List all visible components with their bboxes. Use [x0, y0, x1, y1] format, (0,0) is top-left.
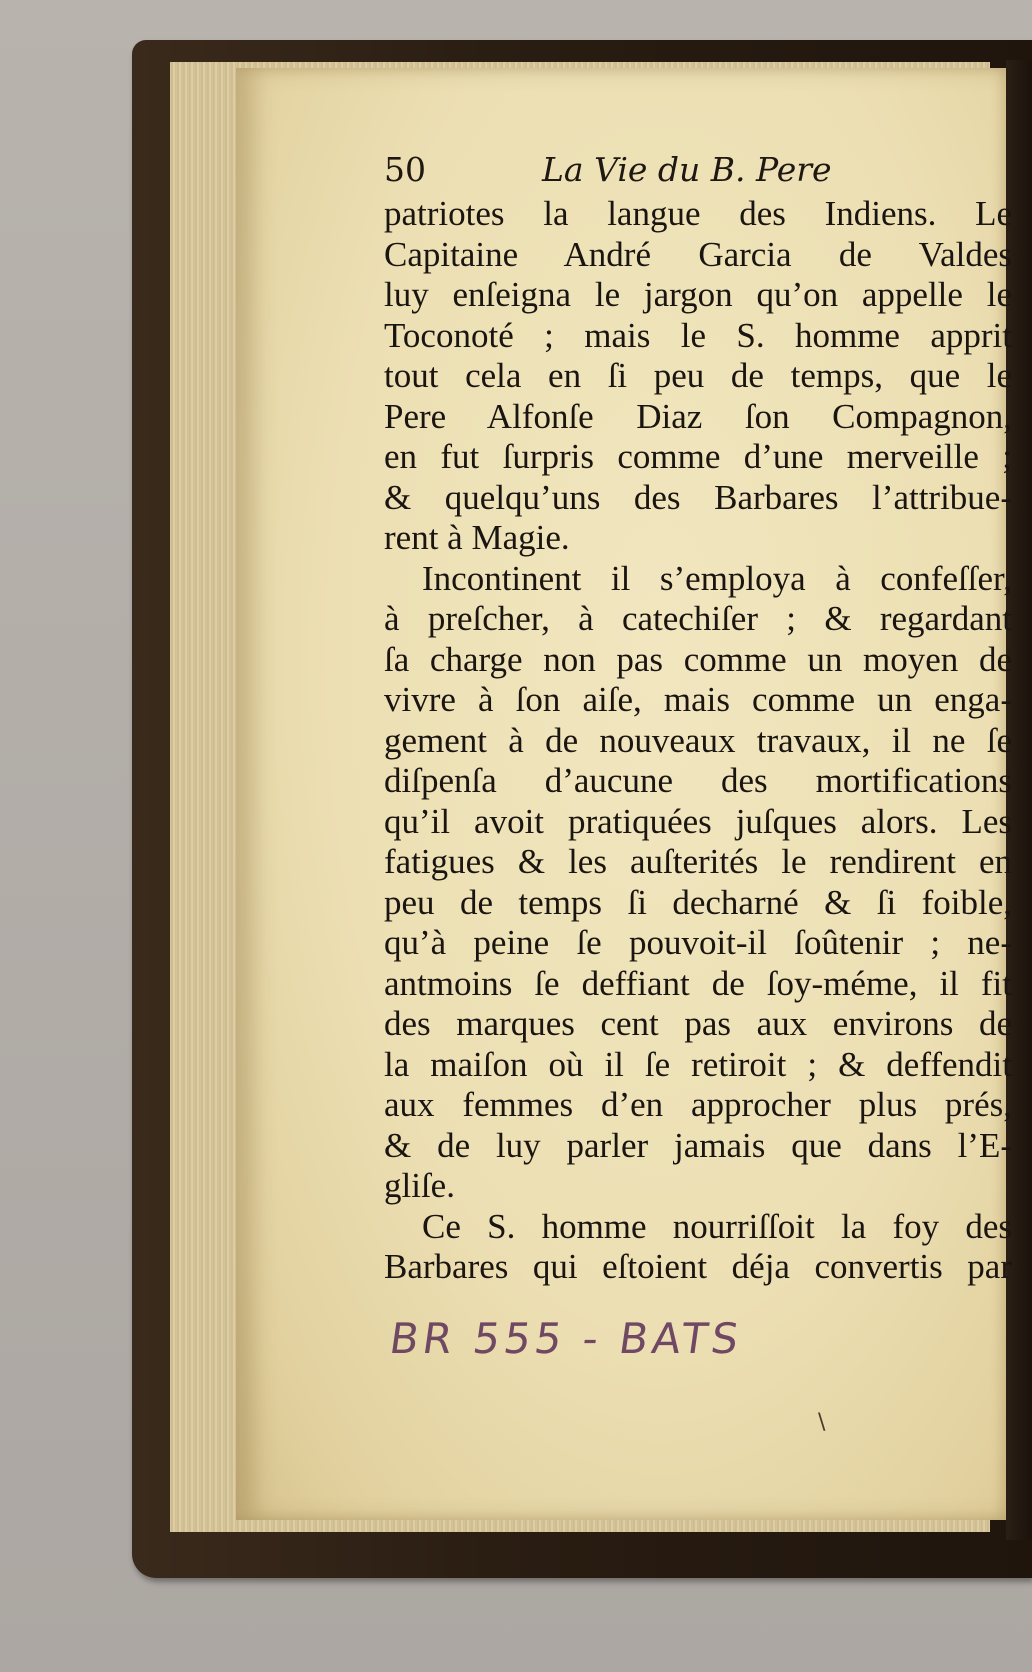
text-line: peu de temps ſi decharné & ſi foible, [384, 882, 1012, 922]
text-line: des marques cent pas aux environs de [384, 1004, 1012, 1043]
text-line: gliſe. [384, 1166, 455, 1205]
pencil-mark: \ [818, 1410, 826, 1435]
text-line: Incontinent il s’employa à confeſſer, [422, 558, 1012, 598]
text-line: diſpenſa d’aucune des mortifications [384, 761, 1012, 800]
text-line: luy enſeigna le jargon qu’on appelle le [384, 275, 1012, 314]
shelfmark-handwritten: BR 555 - BATS [386, 1314, 746, 1363]
text-line: & quelqu’uns des Barbares l’attribue- [384, 477, 1012, 517]
text-line: rent à Magie. [384, 518, 570, 557]
text-line: vivre à ſon aiſe, mais comme un enga- [384, 680, 1012, 719]
text-line: à preſcher, à catechiſer ; & regardant [384, 599, 1012, 638]
text-line: qu’à peine ſe pouvoit-il ſoûtenir ; ne- [384, 923, 1012, 962]
text-line: Capitaine André Garcia de Valdes [384, 234, 1012, 274]
running-head [384, 150, 944, 194]
text-line: qu’il avoit pratiquées juſques alors. Les [384, 801, 1012, 841]
text-line: Barbares qui eſtoient déja convertis par [384, 1247, 1012, 1286]
text-line: ſa charge non pas comme un moyen de [384, 639, 1012, 679]
text-line: Ce S. homme nourriſſoit la foy des [422, 1206, 1012, 1246]
body-text [384, 194, 1012, 1288]
text-line: patriotes la langue des Indiens. Le [384, 194, 1012, 233]
text-line: gement à de nouveaux travaux, il ne ſe [384, 720, 1012, 760]
text-line: aux femmes d’en approcher plus prés, [384, 1085, 1012, 1124]
running-title: La Vie du B. Pere [542, 150, 832, 189]
text-line: & de luy parler jamais que dans l’E- [384, 1125, 1012, 1165]
text-line: antmoins ſe deffiant de ſoy-méme, il fit [384, 963, 1012, 1003]
text-line: Toconoté ; mais le S. homme apprit [384, 315, 1012, 355]
text-line: la maiſon où il ſe retiroit ; & deffendit [384, 1044, 1012, 1084]
text-line: en fut ſurpris comme d’une merveille ; [384, 437, 1012, 476]
text-line: Pere Alfonſe Diaz ſon Compagnon, [384, 396, 1012, 436]
page-number: 50 [384, 150, 426, 189]
text-line: fatigues & les auſterités le rendirent en [384, 842, 1012, 881]
text-line: tout cela en ſi peu de temps, que le [384, 356, 1012, 395]
